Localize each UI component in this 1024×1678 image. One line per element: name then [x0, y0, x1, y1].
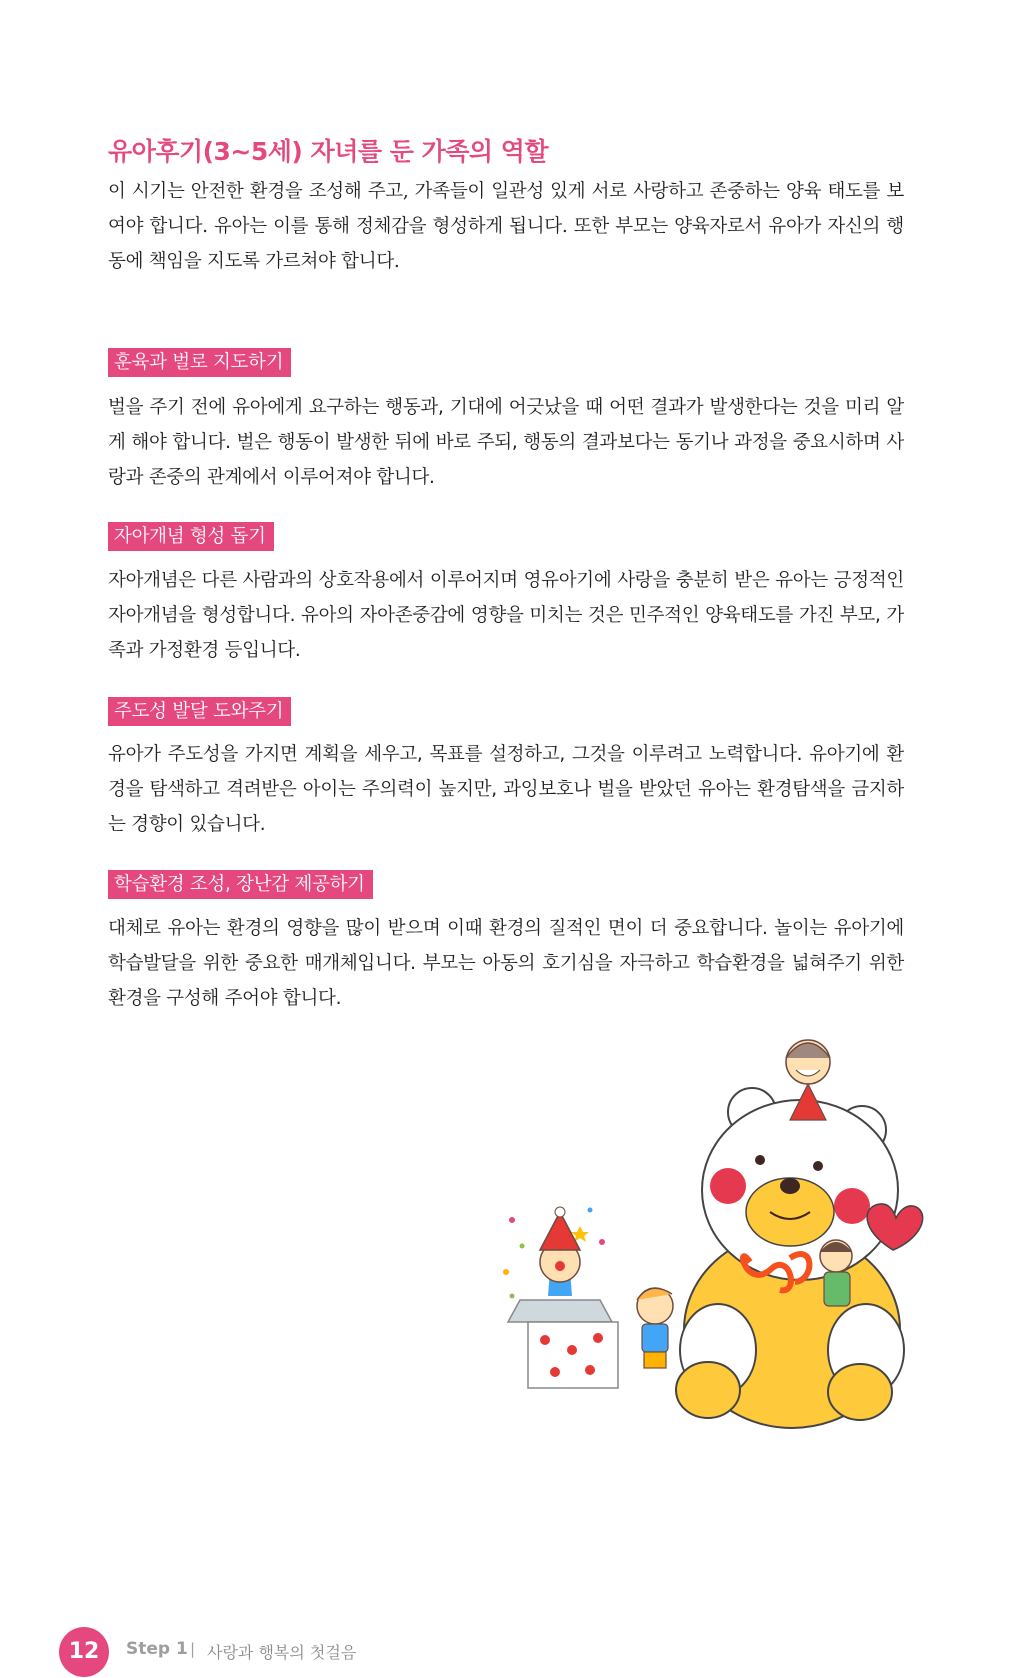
footer-separator: | — [190, 1640, 196, 1658]
intro-paragraph: 이 시기는 안전한 환경을 조성해 주고, 가족들이 일관성 있게 서로 사랑하고 존중하는 양육 태도를 보여야 합니다. 유아는 이를 통해 정체감을 형성하게 됩니다. 또한 부모는 양육자로서 유아가 자신의 행동에 책임을 지도록 가르쳐야 합니다. — [108, 181, 904, 272]
page-title: 유아후기(3~5세) 자녀를 둔 가족의 역할 — [108, 137, 549, 166]
section-text-initiative: 유아가 주도성을 가지면 계획을 세우고, 목표를 설정하고, 그것을 이루려고 노력합니다. 유아기에 환경을 탐색하고 격려받은 아이는 주의력이 높지만, 과잉보호나 벌을 받았던 유아는 환경탐색을 금지하는 경향이 있습니다. — [108, 744, 904, 835]
page-number: 12 — [68, 1639, 100, 1664]
teddy-bear — [676, 1088, 904, 1428]
section-text-self-concept: 자아개념은 다른 사람과의 상호작용에서 이루어지며 영유아기에 사랑을 충분히 받은 유아는 긍정적인 자아개념을 형성합니다. 유아의 자아존중감에 영향을 미치는 것은 민주적인 양육태도를 가진 부모, 가족과 가정환경 등입니다. — [108, 570, 904, 661]
section-label-initiative: 주도성 발달 도와주기 — [108, 697, 291, 726]
section-text-learning-environment: 대체로 유아는 환경의 영향을 많이 받으며 이때 환경의 질적인 면이 더 중요합니다. 놀이는 유아기에 학습발달을 위한 중요한 매개체입니다. 부모는 아동의 호기심을 자극하고 학습환경을 넓혀주기 위한 환경을 구성해 주어야 합니다. — [108, 918, 904, 1009]
section-label-discipline: 훈육과 벌로 지도하기 — [108, 348, 291, 377]
boy-figure — [637, 1288, 673, 1368]
jack-in-the-box — [508, 1207, 618, 1388]
section-label-self-concept: 자아개념 형성 돕기 — [108, 522, 274, 551]
footer-step: Step 1 — [126, 1639, 188, 1659]
footer-chapter-title: 사랑과 행복의 첫걸음 — [207, 1643, 357, 1662]
section-label-learning-environment: 학습환경 조성, 장난감 제공하기 — [108, 870, 373, 899]
section-text-discipline: 벌을 주기 전에 유아에게 요구하는 행동과, 기대에 어긋났을 때 어떤 결과가 발생한다는 것을 미리 알게 해야 합니다. 벌은 행동이 발생한 뒤에 바로 주되, 행동의 결과보다는 동기나 과정을 중요시하며 사랑과 존중의 관계에서 이루어져야 합니다. — [108, 397, 904, 488]
